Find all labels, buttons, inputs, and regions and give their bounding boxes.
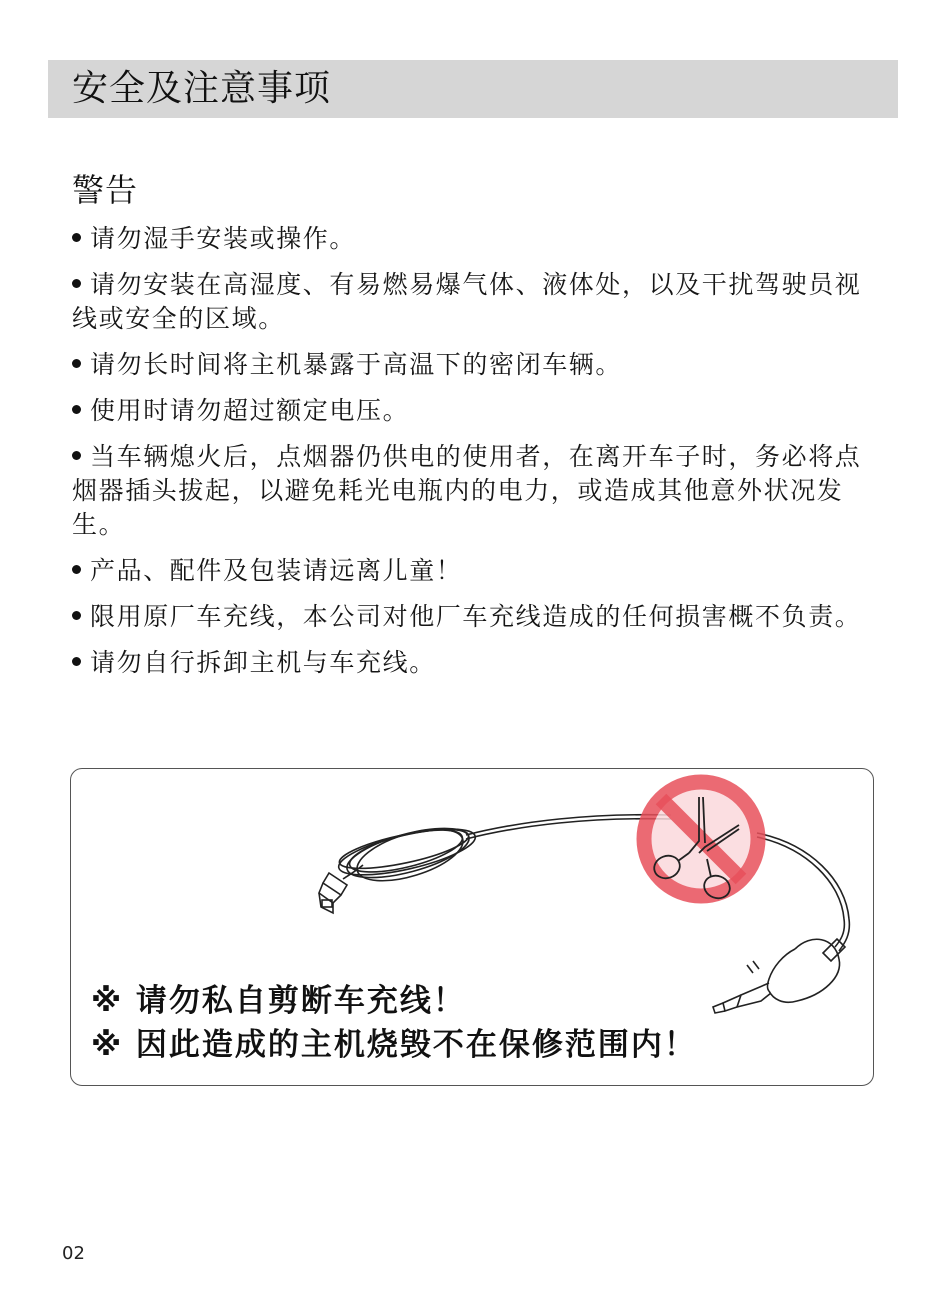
bullet-icon — [72, 233, 81, 242]
notice-box — [70, 768, 874, 1086]
warning-heading: 警告 — [72, 171, 139, 209]
warning-item — [72, 554, 872, 588]
warning-item — [72, 394, 872, 428]
bullet-icon — [72, 565, 81, 574]
warning-text: 请勿长时间将主机暴露于高温下的密闭车辆。 — [90, 350, 623, 379]
warning-text: 当车辆熄火后，点烟器仍供电的使用者，在离开车子时，务必将点烟器插头拔起，以避免耗光电瓶内的电力，或造成其他意外状况发生。 — [72, 442, 862, 539]
warning-text: 产品、配件及包装请远离儿童！ — [90, 556, 463, 585]
bullet-icon — [72, 405, 81, 414]
warning-text: 请勿自行拆卸主机与车充线。 — [90, 648, 436, 677]
page-title: 安全及注意事项 — [72, 68, 332, 109]
bullet-icon — [72, 611, 81, 620]
warning-list — [72, 222, 872, 692]
bullet-icon — [72, 451, 81, 460]
warning-item — [72, 348, 872, 382]
notice-line-warranty: ※ 因此造成的主机烧毁不在保修范围内！ — [91, 1027, 697, 1063]
warning-text: 限用原厂车充线，本公司对他厂车充线造成的任何损害概不负责。 — [90, 602, 862, 631]
warning-item — [72, 440, 872, 542]
bullet-icon — [72, 279, 81, 288]
bullet-icon — [72, 657, 81, 666]
warning-text: 请勿湿手安装或操作。 — [90, 224, 357, 253]
warning-item — [72, 268, 872, 336]
warning-item — [72, 600, 872, 634]
warning-item — [72, 646, 872, 680]
bullet-icon — [72, 359, 81, 368]
page-number: 02 — [62, 1243, 85, 1264]
header-bar — [48, 60, 898, 118]
warning-item — [72, 222, 872, 256]
warning-text: 使用时请勿超过额定电压。 — [90, 396, 410, 425]
warning-text: 请勿安装在高湿度、有易燃易爆气体、液体处，以及干扰驾驶员视线或安全的区域。 — [72, 270, 862, 333]
notice-line-no-cutting: ※ 请勿私自剪断车充线！ — [91, 983, 466, 1019]
